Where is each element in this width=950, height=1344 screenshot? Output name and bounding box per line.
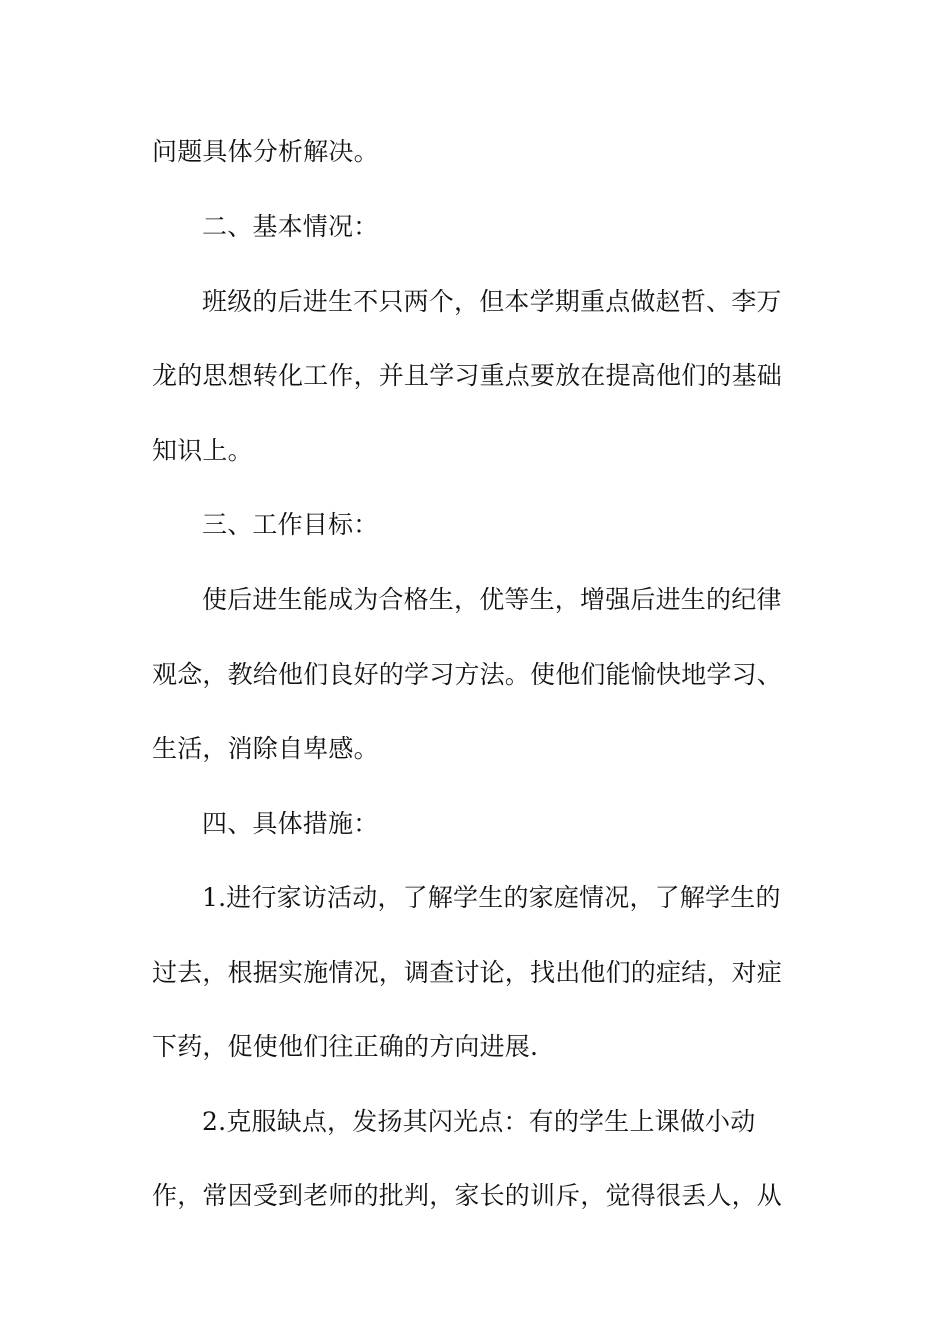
- section-heading-work-goals: 三、工作目标：: [202, 510, 379, 539]
- text-line-14: 2.克服缺点，发扬其闪光点：有的学生上课做小动: [202, 1107, 756, 1136]
- text-line-5: 知识上。: [152, 436, 253, 465]
- text-line-12: 过去，根据实施情况，调查讨论，找出他们的症结，对症: [152, 958, 783, 987]
- text-line-8: 观念，教给他们良好的学习方法。使他们能愉快地学习、: [152, 660, 783, 689]
- section-heading-measures: 四、具体措施：: [202, 809, 379, 838]
- section-heading-basic-situation: 二、基本情况：: [202, 212, 379, 241]
- text-line-3: 班级的后进生不只两个，但本学期重点做赵哲、李万: [202, 287, 782, 316]
- text-line-15: 作，常因受到老师的批判，家长的训斥，觉得很丢人，从: [152, 1181, 783, 1210]
- text-line-13: 下药，促使他们往正确的方向进展.: [152, 1032, 539, 1061]
- text-line-9: 生活，消除自卑感。: [152, 734, 379, 763]
- text-line-1: 问题具体分析解决。: [152, 137, 379, 166]
- text-line-4: 龙的思想转化工作，并且学习重点要放在提高他们的基础: [152, 361, 783, 390]
- text-line-11: 1.进行家访活动，了解学生的家庭情况，了解学生的: [202, 883, 781, 912]
- text-line-7: 使后进生能成为合格生，优等生，增强后进生的纪律: [202, 585, 782, 614]
